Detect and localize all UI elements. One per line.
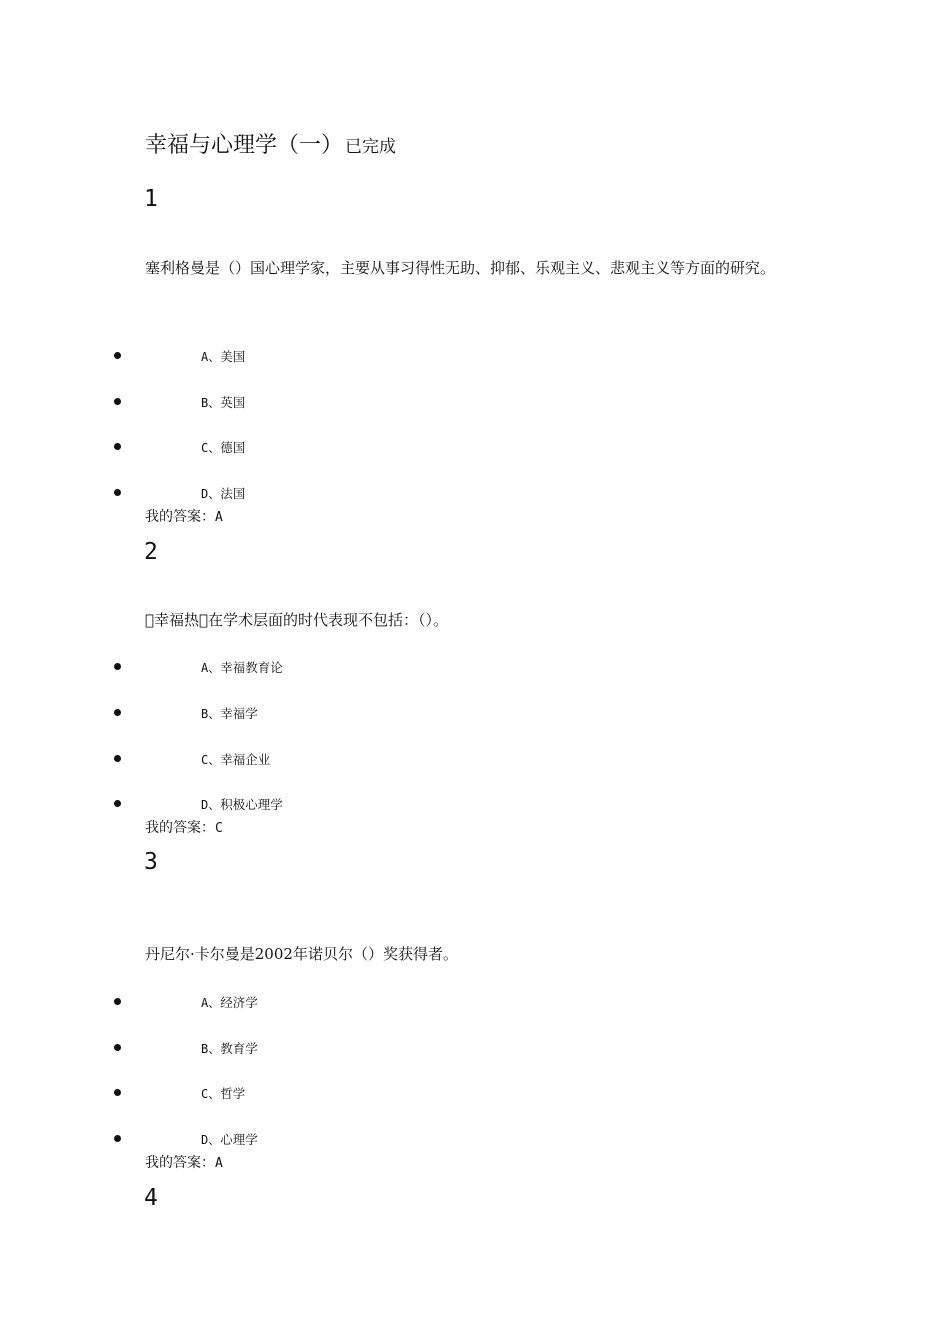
option-letter: B、 [201, 1042, 221, 1056]
option-b[interactable] [201, 704, 258, 722]
option-a[interactable] [201, 658, 283, 676]
option-text: 积极心理学 [220, 797, 283, 812]
option-c[interactable] [201, 750, 270, 768]
option-text: 英国 [220, 395, 246, 410]
option-a[interactable] [201, 993, 258, 1011]
question-number: 1 [144, 186, 158, 212]
title-text: 幸福与心理学（一） [145, 133, 344, 158]
bullet [114, 998, 121, 1005]
option-letter: D、 [201, 487, 221, 501]
bullet [114, 800, 121, 807]
option-letter: C、 [201, 1087, 221, 1101]
option-text: 教育学 [220, 1041, 258, 1056]
option-text: 美国 [220, 349, 246, 364]
bullet [114, 398, 121, 405]
option-letter: C、 [201, 753, 221, 767]
option-text: 幸福企业 [220, 752, 271, 767]
option-a[interactable] [201, 347, 245, 365]
my-answer [145, 506, 223, 526]
answer-label: 我的答案： [145, 509, 215, 525]
bullet [114, 755, 121, 762]
bullet [114, 1135, 121, 1142]
option-text: 经济学 [220, 995, 258, 1010]
option-text: 德国 [220, 440, 246, 455]
answer-label: 我的答案： [145, 1155, 215, 1171]
option-letter: D、 [201, 1133, 221, 1147]
question-text:  幸福热 在学术层面的时代表现不包括：（）。 [145, 611, 449, 629]
bullet [114, 1089, 121, 1096]
completion-status: 已完成 [345, 137, 397, 157]
my-answer [145, 817, 223, 837]
option-text: 幸福教育论 [220, 660, 283, 675]
option-b[interactable] [201, 1039, 258, 1057]
option-text: 哲学 [220, 1086, 246, 1101]
bullet [114, 443, 121, 450]
option-d[interactable] [201, 795, 283, 813]
answer-value: A [215, 1156, 223, 1171]
bullet [114, 663, 121, 670]
question-number: 3 [144, 849, 158, 875]
page-title [145, 128, 396, 159]
option-letter: B、 [201, 396, 221, 410]
option-letter: D、 [201, 798, 221, 812]
my-answer [145, 1152, 223, 1172]
option-letter: B、 [201, 707, 221, 721]
question-number: 4 [144, 1185, 158, 1211]
option-d[interactable] [201, 1130, 258, 1148]
option-letter: A、 [201, 996, 221, 1010]
answer-label: 我的答案： [145, 820, 215, 836]
option-text: 法国 [220, 486, 246, 501]
bullet [114, 352, 121, 359]
option-c[interactable] [201, 438, 245, 456]
bullet [114, 1044, 121, 1051]
answer-value: C [215, 821, 223, 836]
question-text: 塞利格曼是（）国心理学家，主要从事习得性无助、抑郁、乐观主义、悲观主义等方面的研究。 [145, 259, 776, 277]
option-text: 心理学 [220, 1132, 258, 1147]
question-number: 2 [144, 539, 158, 565]
option-letter: C、 [201, 441, 221, 455]
option-b[interactable] [201, 393, 245, 411]
question-text: 丹尼尔·卡尔曼是2002年诺贝尔（）奖获得者。 [145, 945, 458, 963]
option-letter: A、 [201, 661, 221, 675]
option-text: 幸福学 [220, 706, 258, 721]
answer-value: A [215, 510, 223, 525]
option-letter: A、 [201, 350, 221, 364]
bullet [114, 709, 121, 716]
option-d[interactable] [201, 484, 245, 502]
option-c[interactable] [201, 1084, 245, 1102]
bullet [114, 489, 121, 496]
